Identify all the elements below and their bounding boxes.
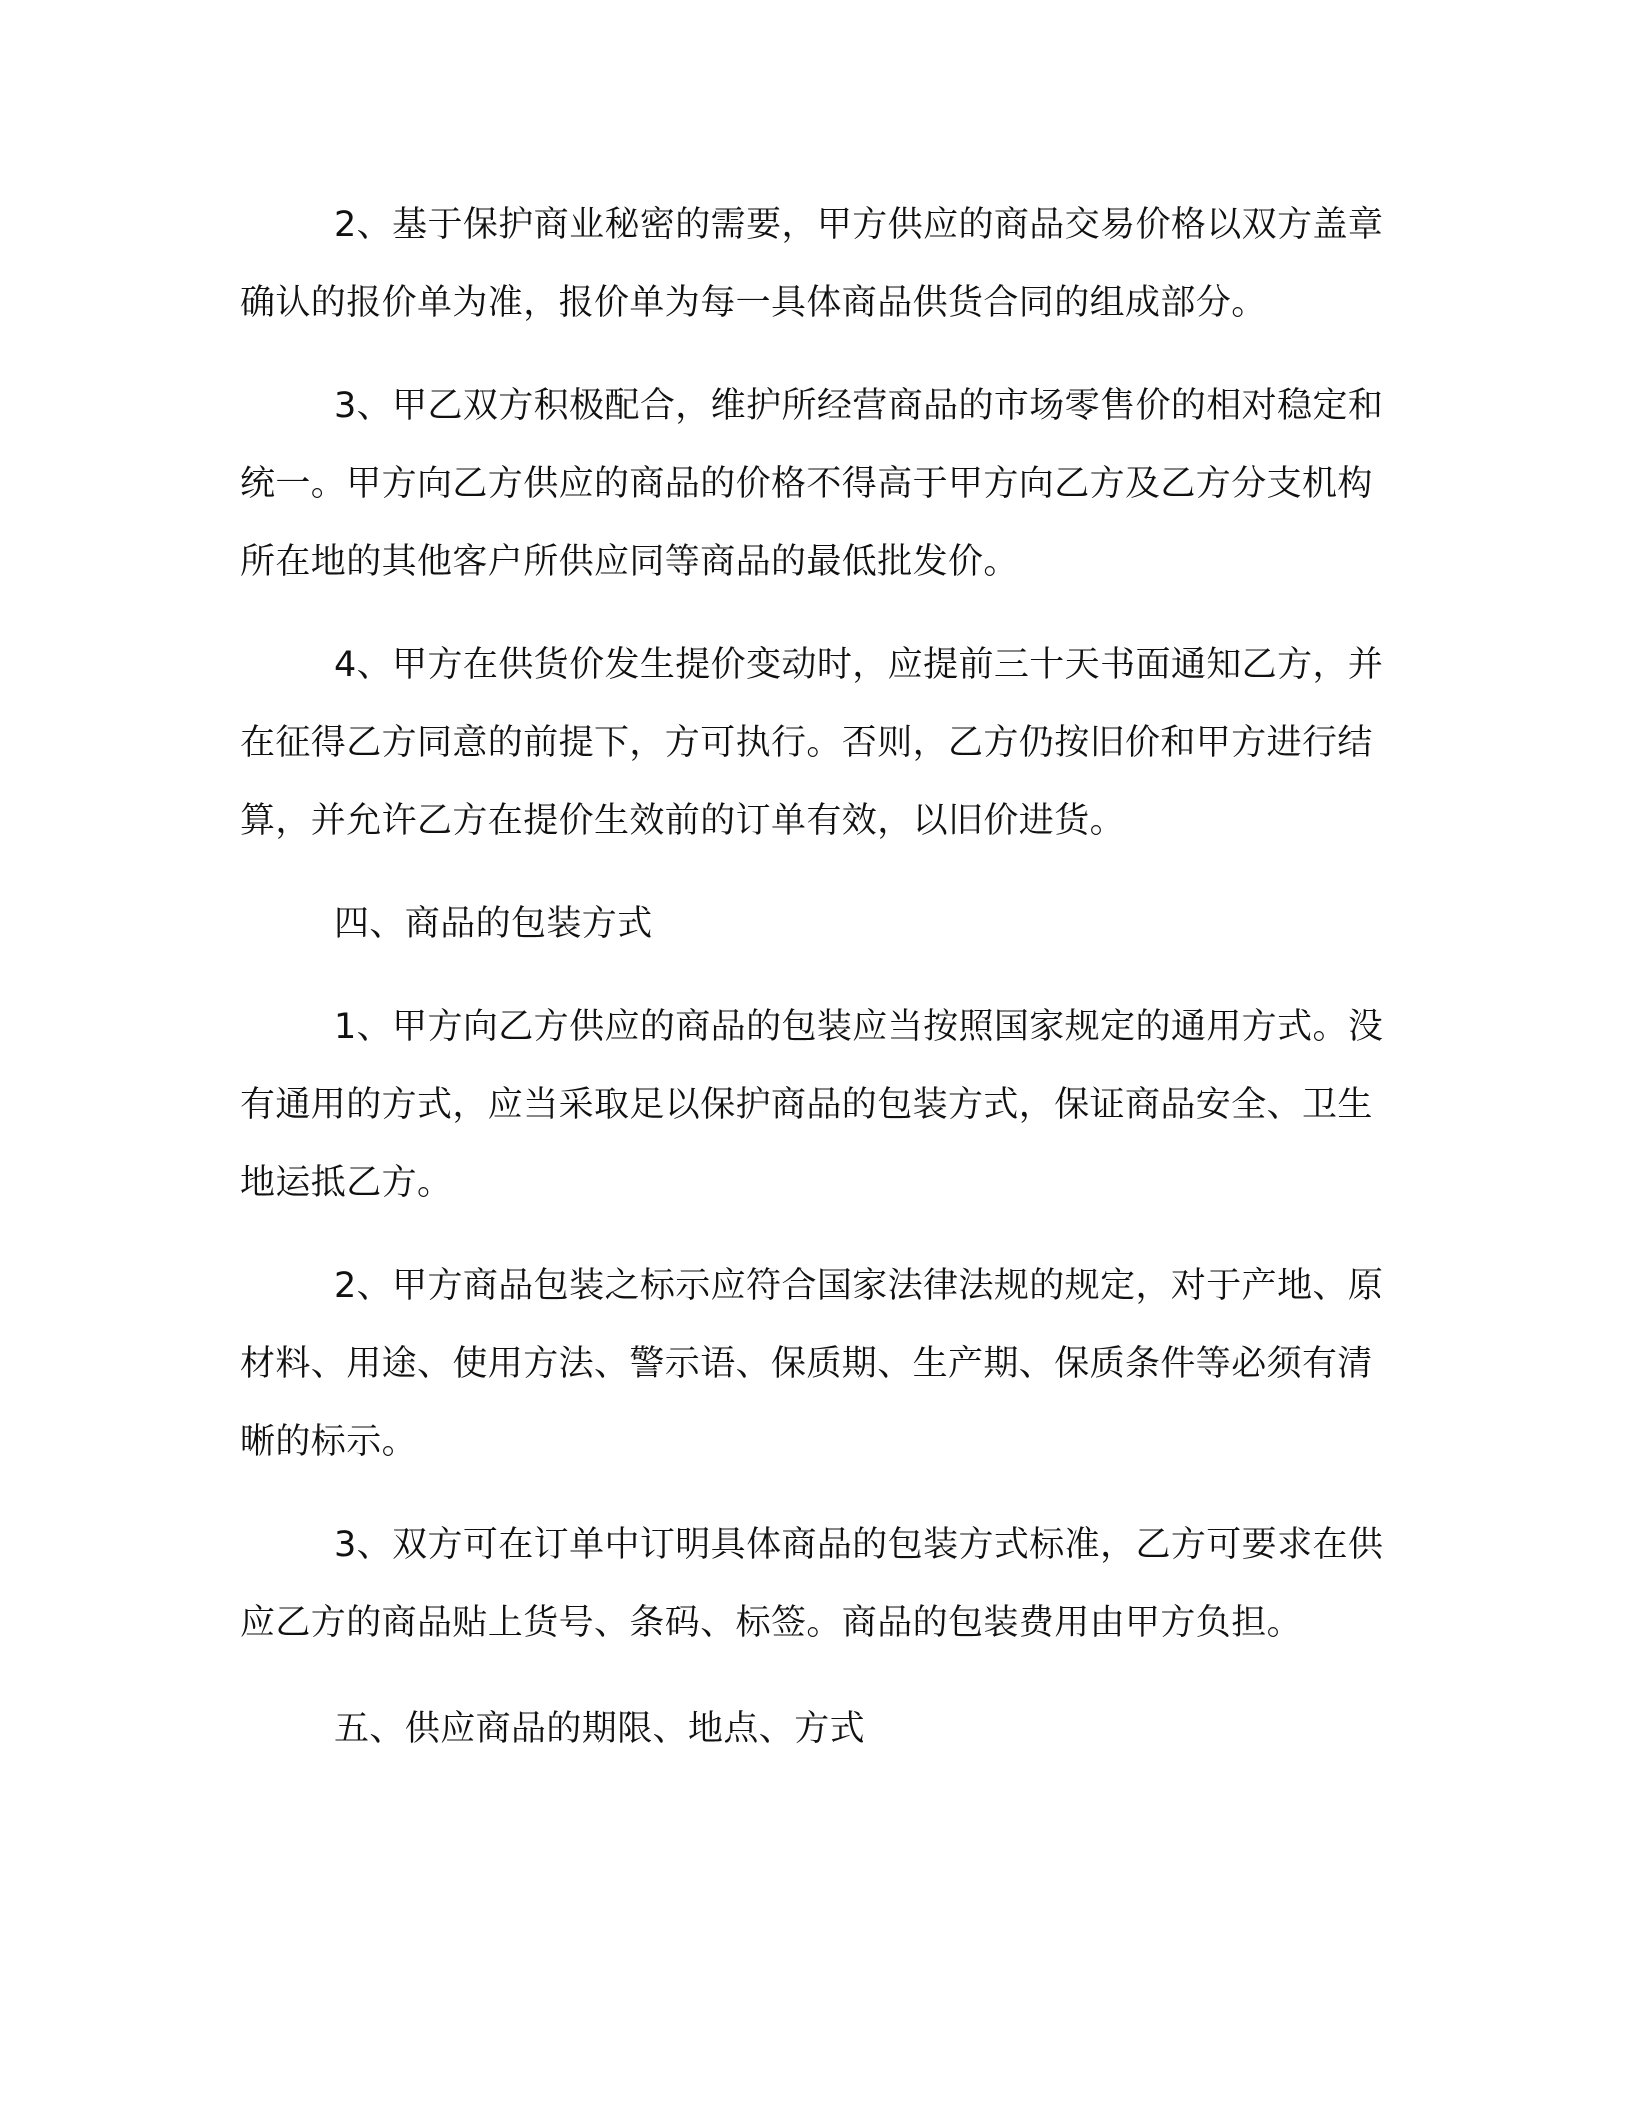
document-body: [240, 186, 1392, 1788]
paragraph-price-confidentiality: 2、基于保护商业秘密的需要，甲方供应的商品交易价格以双方盖章确认的报价单为准，报价单为每一具体商品供货合同的组成部分。: [240, 205, 1384, 323]
section-heading-supply-terms: 五、供应商品的期限、地点、方式: [334, 1709, 866, 1749]
paragraph-packaging-labeling: 2、甲方商品包装之标示应符合国家法律法规的规定，对于产地、原材料、用途、使用方法、警示语、保质期、生产期、保质条件等必须有清晰的标示。: [240, 1266, 1384, 1462]
paragraph-price-stability: 3、甲乙双方积极配合，维护所经营商品的市场零售价的相对稳定和统一。甲方向乙方供应的商品的价格不得高于甲方向乙方及乙方分支机构所在地的其他客户所供应同等商品的最低批发价。: [240, 386, 1384, 582]
paragraph-price-increase-notice: 4、甲方在供货价发生提价变动时，应提前三十天书面通知乙方，并在征得乙方同意的前提下，方可执行。否则，乙方仍按旧价和甲方进行结算，并允许乙方在提价生效前的订单有效，以旧价进货。: [240, 645, 1384, 841]
section-heading-packaging: 四、商品的包装方式: [334, 904, 653, 944]
paragraph-packaging-order-terms: 3、双方可在订单中订明具体商品的包装方式标准，乙方可要求在供应乙方的商品贴上货号、条码、标签。商品的包装费用由甲方负担。: [240, 1525, 1384, 1643]
paragraph-packaging-standard: 1、甲方向乙方供应的商品的包装应当按照国家规定的通用方式。没有通用的方式，应当采取足以保护商品的包装方式，保证商品安全、卫生地运抵乙方。: [240, 1007, 1384, 1203]
